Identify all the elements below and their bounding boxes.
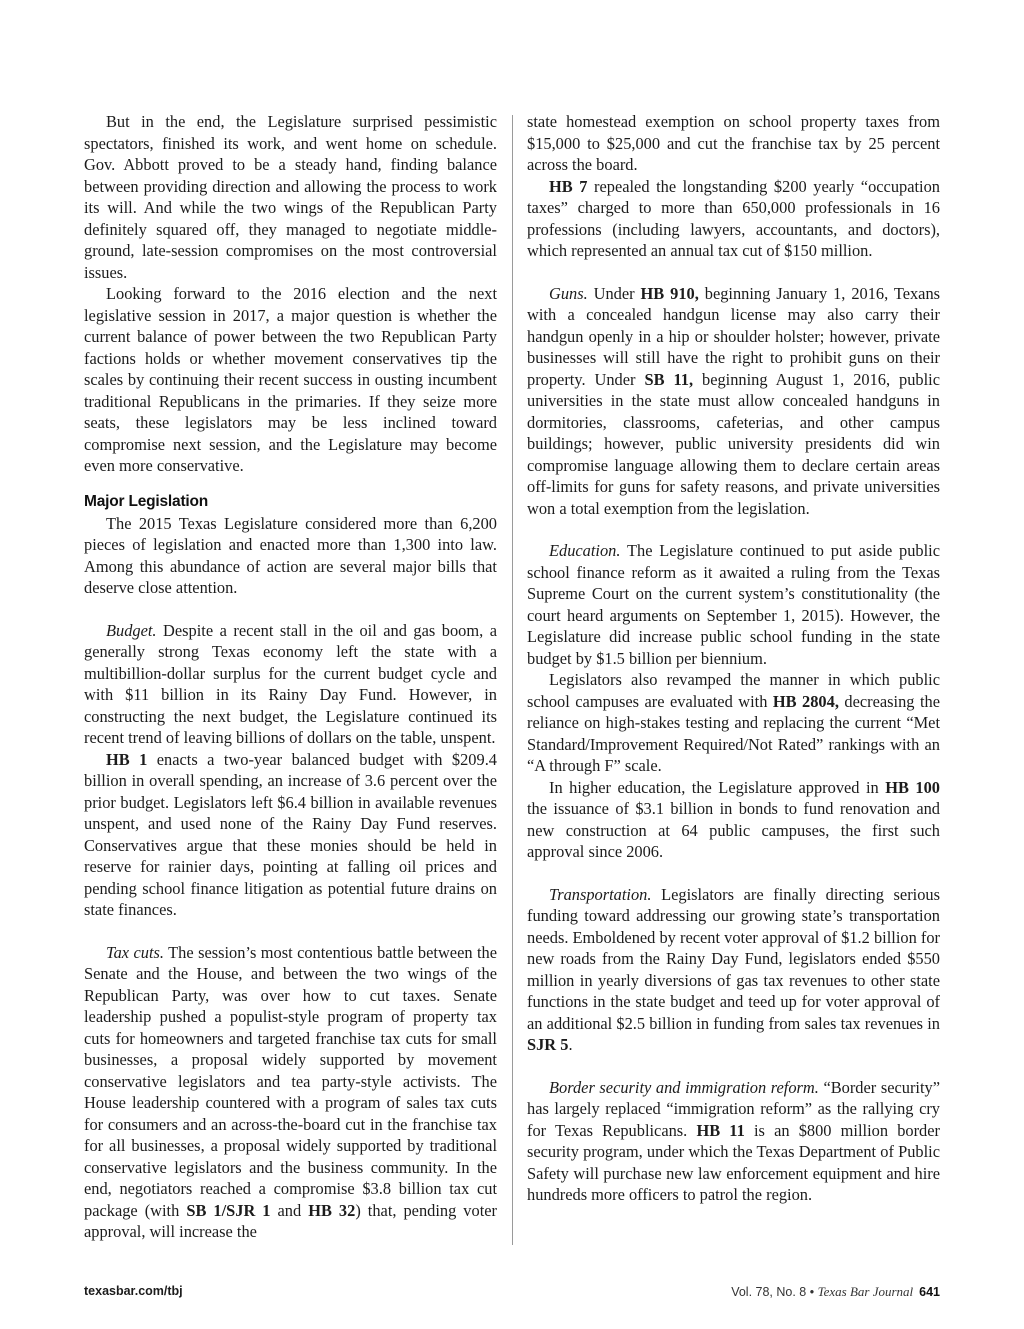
border-paragraph <box>527 1077 940 1206</box>
paragraph-text: beginning January 1, 2016, Texans with a concealed handgun license may also carry their handgun openly in a hip or shoulder holster; however, private businesses will still have the right to prohibit guns on their property. Under <box>527 283 941 389</box>
run-in-head: Education. <box>549 541 621 560</box>
transportation-paragraph <box>527 884 940 1056</box>
paragraph-text: beginning August 1, 2016, public universities in the state must allow concealed handguns in dormitories, classrooms, cafeterias, and other campus buildings; however, public university presidents did win compromise language allowing them to declare certain areas off-limits for guns for safety reasons, and private universities won a total exemption from the legislation. <box>527 369 940 518</box>
paragraph-text: “Border security” has largely replaced “immigration reform” as the rallying cry for Texas Republicans. <box>527 1077 940 1140</box>
bill-number: HB 7 <box>549 176 588 196</box>
left-column <box>84 111 497 1243</box>
bill-number: SB 1/SJR 1 <box>186 1200 271 1220</box>
paragraph-text: Under <box>587 283 641 303</box>
paragraph: But in the end, the Legislature surprised pessimistic spectators, finished its work, and went home on schedule. Gov. Abbott proved to be a steady hand, finding balance between providing direction and allowing the process to work its will. And while the two wings of the Republican Party definitely squared off, they managed to negotiate middle-ground, late-session compromises on the most controversial issues. <box>84 112 497 282</box>
run-in-head: Tax cuts. <box>106 942 165 962</box>
bill-number: HB 11 <box>696 1120 745 1140</box>
page-footer <box>84 1284 940 1302</box>
bill-number: HB 100 <box>885 777 940 797</box>
bill-number: HB 1 <box>106 749 148 769</box>
paragraph-text: decreasing the reliance on high-stakes testing and replacing the current “Met Standard/Improvement Required/Not Rated” rankings with an “A through F” scale. <box>527 691 940 775</box>
paragraph-text: ) that, pending voter approval, will increase the <box>84 1200 497 1241</box>
bill-number: SB 11, <box>644 369 694 389</box>
footer-issue-info <box>731 1284 940 1300</box>
hb7-paragraph <box>527 176 940 262</box>
paragraph <box>527 777 940 863</box>
run-in-head: Budget. <box>106 620 157 640</box>
bill-number: HB 32 <box>308 1200 356 1220</box>
hb1-paragraph <box>84 749 497 921</box>
issue-number: Vol. 78, No. 8 • <box>731 1285 818 1299</box>
footer-site-link[interactable]: texasbar.com/tbj <box>84 1284 183 1298</box>
paragraph-text: The Legislature continued to put aside public school finance reform as it awaited a ruling from the Texas Supreme Court on the current system’s constitutionality (the court heard arguments on September 1, 2015). However, the Legislature did increase public school funding in the state budget by $1.5 billion per biennium. <box>527 541 940 668</box>
section-heading: Major Legislation <box>84 492 209 510</box>
paragraph-text: Legislators are finally directing serious funding toward addressing our growing state’s transportation needs. Emboldened by recent voter approval of $1.2 billion for new roads from the Rainy Day Fund, legislators ended $550 million in yearly diversions of gas tax revenues to other state functions in the state budget and teed up for voter approval of an additional $2.5 billion in funding from sales tax revenues in <box>527 884 940 1033</box>
tax-paragraph <box>84 942 497 1243</box>
journal-title: Texas Bar Journal <box>817 1284 914 1299</box>
paragraph-text: The session’s most contentious battle between the Senate and the House, and between the two wings of the Republican Party, was over how to cut taxes. Senate leadership pushed a populist-style program of property tax cuts for homeowners and targeted franchise tax cuts for small businesses, a proposal widely supported by movement conservative legislators and tea party-style activists. The House leadership countered with a program of sales tax cuts for consumers and an across-the-board cut in the franchise tax for all businesses, a proposal widely supported by traditional conservative legislators and the business community. In the end, negotiators reached a compromise $3.8 billion tax cut package (with <box>84 942 497 1220</box>
bill-number: HB 2804, <box>772 691 839 711</box>
paragraph-text: repealed the longstanding $200 yearly “occupation taxes” charged to more than 650,000 professionals in 16 professions (including lawyers, accountants, and doctors), which represented an annual tax cut of $150 million. <box>527 176 940 260</box>
right-column <box>527 111 940 1206</box>
page-number: 641 <box>919 1285 940 1299</box>
paragraph: state homestead exemption on school property taxes from $15,000 to $25,000 and cut the franchise tax by 25 percent across the board. <box>527 112 940 174</box>
paragraph-text: the issuance of $3.1 billion in bonds to fund renovation and new construction at 64 public campuses, the first such approval since 2006. <box>527 799 940 861</box>
run-in-head: Guns. <box>549 283 588 303</box>
paragraph-text: enacts a two-year balanced budget with $209.4 billion in overall spending, an increase of 3.6 percent over the prior budget. Legislators left $6.4 billion in available revenues unspent, and used none of the Rainy Day Fund reserves. Conservatives argue that these monies should be held in reserve for rainier days, pointing at falling oil prices and pending school finance litigation as potential future drains on state finances. <box>84 749 497 919</box>
budget-paragraph <box>84 620 497 749</box>
run-in-head: Transportation. <box>549 884 652 904</box>
paragraph: Looking forward to the 2016 election and the next legislative session in 2017, a major question is whether the current balance of power between the two Republican Party factions holds or whether movement conservatives tip the scales by continuing their recent success in ousting incumbent traditional Republicans in the primaries. If they seize more seats, these legislators may be less inclined toward compromise next session, and the Legislature may become even more conservative. <box>84 284 497 475</box>
paragraph-text: In higher education, the Legislature approved in <box>549 777 886 797</box>
run-in-head: Border security and immigration reform. <box>549 1077 819 1097</box>
paragraph <box>527 669 940 777</box>
paragraph-text: Legislators also revamped the manner in which public school campuses are evaluated with <box>527 670 940 711</box>
bill-number: HB 910, <box>640 283 699 303</box>
paragraph-text: is an $800 million border security program, under which the Texas Department of Public Safety will purchase new law enforcement equipment and hire hundreds more officers to patrol the region. <box>527 1120 940 1204</box>
column-divider <box>512 115 513 1245</box>
bill-number: SJR 5 <box>527 1035 569 1054</box>
paragraph-text: Despite a recent stall in the oil and gas boom, a generally strong Texas economy left the state with a multibillion-dollar surplus for the current budget cycle and with $11 billion in its Rainy Day Fund. However, in constructing the next budget, the Legislature continued its recent trend of leaving billions of dollars on the table, unspent. <box>84 620 497 747</box>
guns-paragraph <box>527 283 940 520</box>
paragraph: The 2015 Texas Legislature considered more than 6,200 pieces of legislation and enacted more than 1,300 into law. Among this abundance of action are several major bills that deserve close attention. <box>84 513 497 597</box>
paragraph-text: and <box>270 1200 309 1220</box>
paragraph-text: . <box>568 1035 573 1054</box>
education-paragraph <box>527 540 940 669</box>
